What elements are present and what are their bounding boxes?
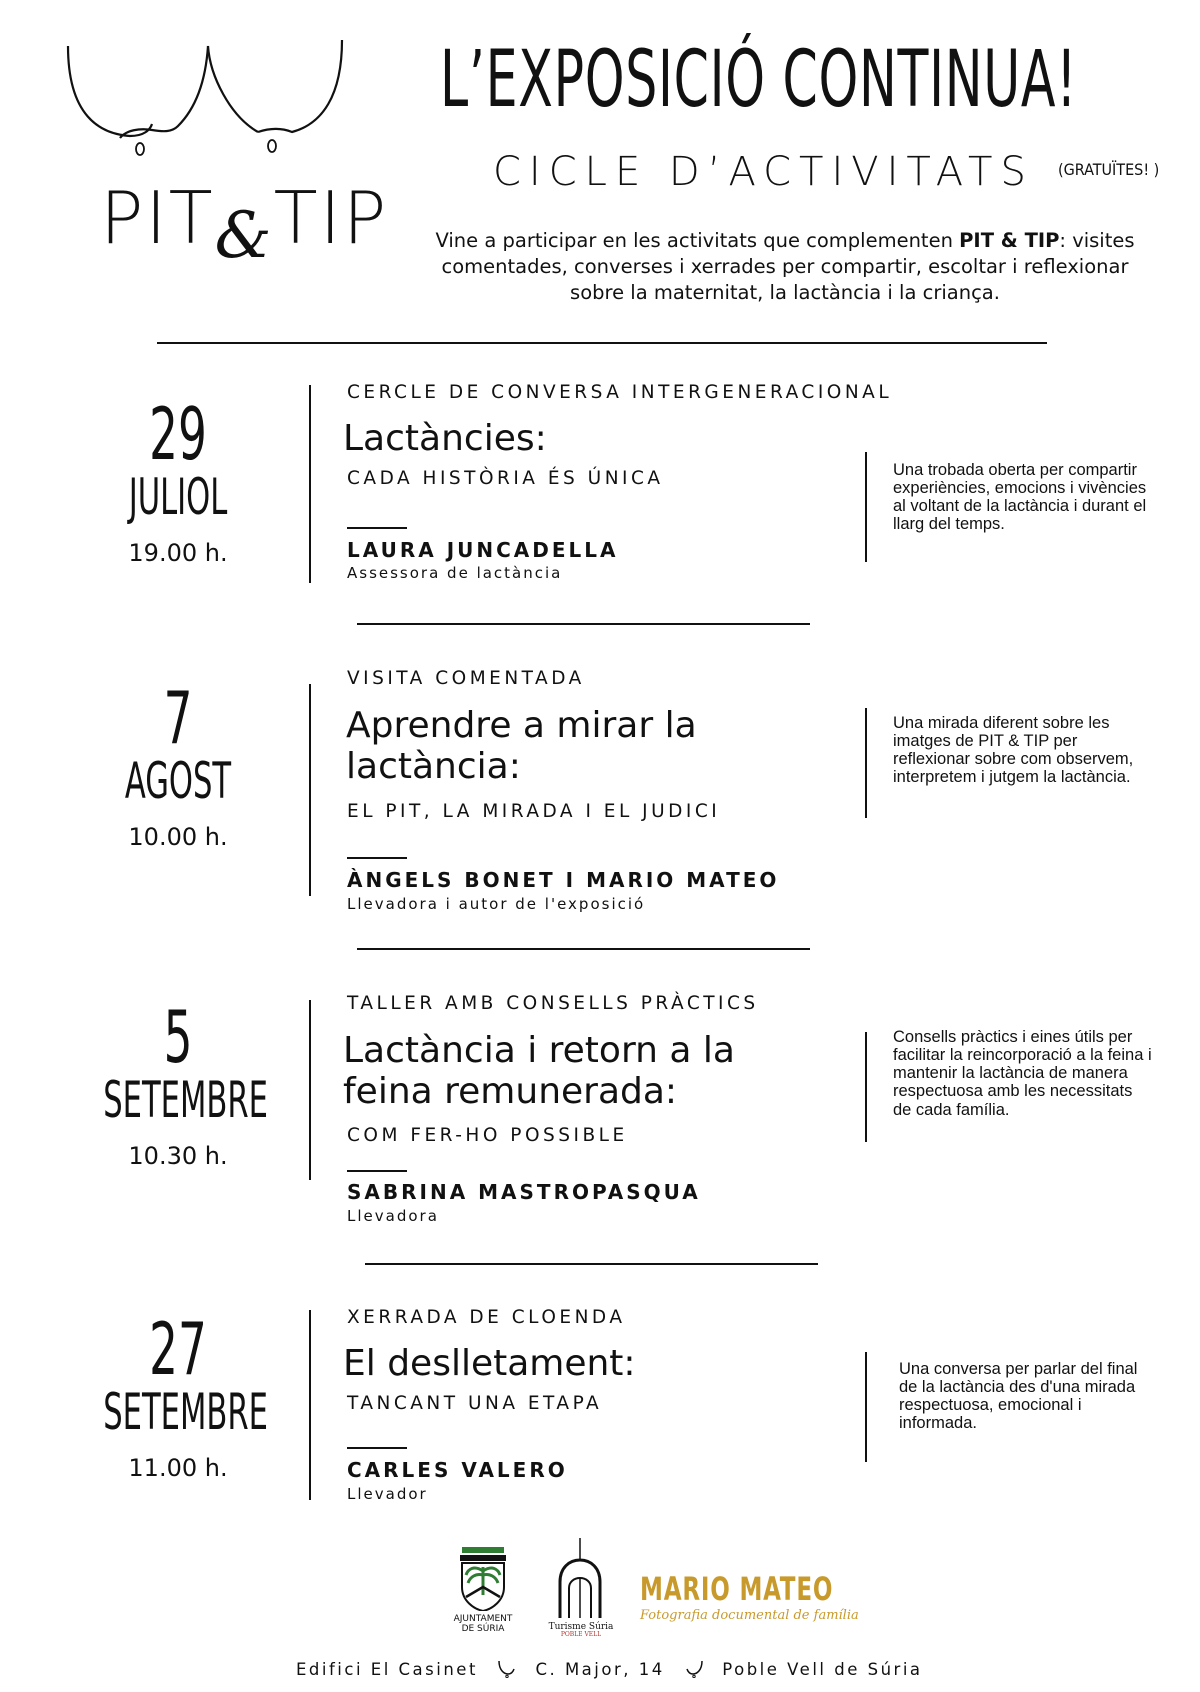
event-title bbox=[343, 418, 547, 459]
event-month: JULIOL bbox=[128, 468, 228, 526]
event-type: TALLER AMB CONSELLS PRÀCTICS bbox=[347, 993, 759, 1014]
date-divider bbox=[309, 684, 311, 896]
event-day: 7 bbox=[163, 676, 193, 760]
event-speaker: CARLES VALERO bbox=[347, 1458, 568, 1482]
speaker-divider bbox=[347, 1447, 407, 1449]
description-divider bbox=[865, 708, 867, 818]
event-time: 10.30 h. bbox=[128, 1142, 228, 1170]
event-description: Una trobada oberta per compartir experiències, emocions i vivències al voltant de la lactància i durant el llarg del temps. bbox=[893, 461, 1147, 534]
event-divider bbox=[365, 1263, 818, 1265]
event-title bbox=[343, 1030, 735, 1112]
event-description: Consells pràctics i eines útils per facilitar la reincorporació a la feina i mantenir la lactància de manera respectuosa amb les necessitats de cada família. bbox=[893, 1028, 1152, 1119]
turisme-line2: POBLE VELL bbox=[560, 1631, 602, 1639]
speaker-role: Llevadora bbox=[347, 1207, 439, 1225]
intro-text-pre: Vine a participar en les activitats que complementen bbox=[435, 229, 960, 252]
speaker-divider bbox=[347, 857, 407, 859]
logo-ampersand: & bbox=[214, 199, 274, 273]
subtitle-note: (GRATUÏTES! ) bbox=[1058, 160, 1160, 179]
event-description: Una conversa per parlar del final de la lactància des d'una mirada respectuosa, emocional i informada. bbox=[899, 1360, 1138, 1433]
logo-pit: PIT bbox=[100, 176, 215, 260]
event-title-line: El deslletament: bbox=[343, 1343, 636, 1384]
event-title bbox=[346, 705, 697, 787]
logo-tip: TIP bbox=[273, 176, 389, 260]
event-date bbox=[68, 676, 288, 851]
ajuntament-suria-crest-icon bbox=[456, 1547, 510, 1611]
event-date bbox=[68, 995, 288, 1170]
ajuntament-line1: AJUNTAMENT bbox=[453, 1614, 513, 1624]
address-street: C. Major, 14 bbox=[535, 1660, 665, 1679]
mario-mateo-tagline: Fotografia documental de família bbox=[640, 1608, 859, 1623]
event-description: Una mirada diferent sobre les imatges de PIT & TIP per reflexionar sobre com observem, interpretem i jutgem la lactància. bbox=[893, 714, 1134, 787]
event-type: CERCLE DE CONVERSA INTERGENERACIONAL bbox=[347, 382, 893, 403]
turisme-line1: Turisme Súria bbox=[548, 1622, 614, 1632]
description-divider bbox=[865, 1352, 867, 1462]
event-type: XERRADA DE CLOENDA bbox=[347, 1307, 626, 1328]
date-divider bbox=[309, 1310, 311, 1500]
event-title-line: Lactàncies: bbox=[343, 418, 547, 459]
event-subtitle: TANCANT UNA ETAPA bbox=[347, 1393, 603, 1414]
address-place: Edifici El Casinet bbox=[296, 1660, 478, 1679]
event-title-line: feina remunerada: bbox=[343, 1071, 678, 1113]
pit-tip-breasts-icon bbox=[60, 36, 360, 176]
turisme-suria-tower-icon bbox=[555, 1538, 605, 1622]
event-month: SETEMBRE bbox=[103, 1383, 268, 1441]
speaker-role: Llevadora i autor de l'exposició bbox=[347, 895, 646, 913]
intro-text-bold: PIT & TIP bbox=[959, 229, 1060, 252]
breast-separator-icon bbox=[683, 1660, 705, 1678]
ajuntament-label bbox=[435, 1614, 531, 1635]
address-town: Poble Vell de Súria bbox=[722, 1660, 923, 1679]
breast-separator-icon bbox=[496, 1660, 518, 1678]
event-day: 29 bbox=[149, 392, 207, 476]
speaker-role: Llevador bbox=[347, 1485, 428, 1503]
event-date bbox=[68, 1307, 288, 1482]
event-speaker: SABRINA MASTROPASQUA bbox=[347, 1180, 701, 1204]
page-subtitle: CICLE D’ACTIVITATS bbox=[493, 149, 1034, 195]
logo-wordmark bbox=[100, 176, 389, 273]
speaker-divider bbox=[347, 527, 407, 529]
event-time: 11.00 h. bbox=[128, 1454, 228, 1482]
description-divider bbox=[865, 452, 867, 562]
event-speaker: ÀNGELS BONET I MARIO MATEO bbox=[347, 868, 780, 892]
event-title-line: Lactància i retorn a la bbox=[343, 1030, 735, 1071]
event-date bbox=[68, 392, 288, 567]
event-divider bbox=[357, 623, 810, 625]
event-title bbox=[343, 1343, 636, 1384]
event-day: 5 bbox=[163, 995, 193, 1079]
header-divider bbox=[157, 342, 1047, 344]
event-month: SETEMBRE bbox=[103, 1071, 268, 1129]
date-divider bbox=[309, 1000, 311, 1180]
event-time: 10.00 h. bbox=[128, 823, 228, 851]
page-title: L’EXPOSICIÓ CONTINUA! bbox=[440, 35, 1078, 125]
event-divider bbox=[357, 948, 810, 950]
speaker-role: Assessora de lactància bbox=[347, 564, 563, 582]
event-day: 27 bbox=[149, 1307, 207, 1391]
event-title-line: lactància: bbox=[346, 746, 521, 788]
event-month: AGOST bbox=[124, 752, 232, 810]
intro-paragraph bbox=[425, 228, 1145, 306]
speaker-divider bbox=[347, 1170, 407, 1172]
event-speaker: LAURA JUNCADELLA bbox=[347, 538, 619, 562]
description-divider bbox=[865, 1032, 867, 1142]
turisme-label bbox=[538, 1622, 624, 1639]
event-title-line: Aprendre a mirar la bbox=[346, 705, 697, 746]
event-time: 19.00 h. bbox=[128, 539, 228, 567]
address-line bbox=[296, 1660, 923, 1679]
intro-text-post: : visites comentades, converses i xerrades per compartir, escoltar i reflexionar sobre la maternitat, la lactància i la criança. bbox=[441, 229, 1135, 305]
event-subtitle: CADA HISTÒRIA ÉS ÚNICA bbox=[347, 468, 664, 489]
event-subtitle: EL PIT, LA MIRADA I EL JUDICI bbox=[347, 801, 721, 822]
mario-mateo-logo: MARIO MATEO bbox=[640, 1570, 834, 1608]
event-subtitle: COM FER-HO POSSIBLE bbox=[347, 1125, 628, 1146]
date-divider bbox=[309, 385, 311, 583]
ajuntament-line2: DE SÚRIA bbox=[461, 1624, 505, 1635]
event-type: VISITA COMENTADA bbox=[347, 668, 585, 689]
